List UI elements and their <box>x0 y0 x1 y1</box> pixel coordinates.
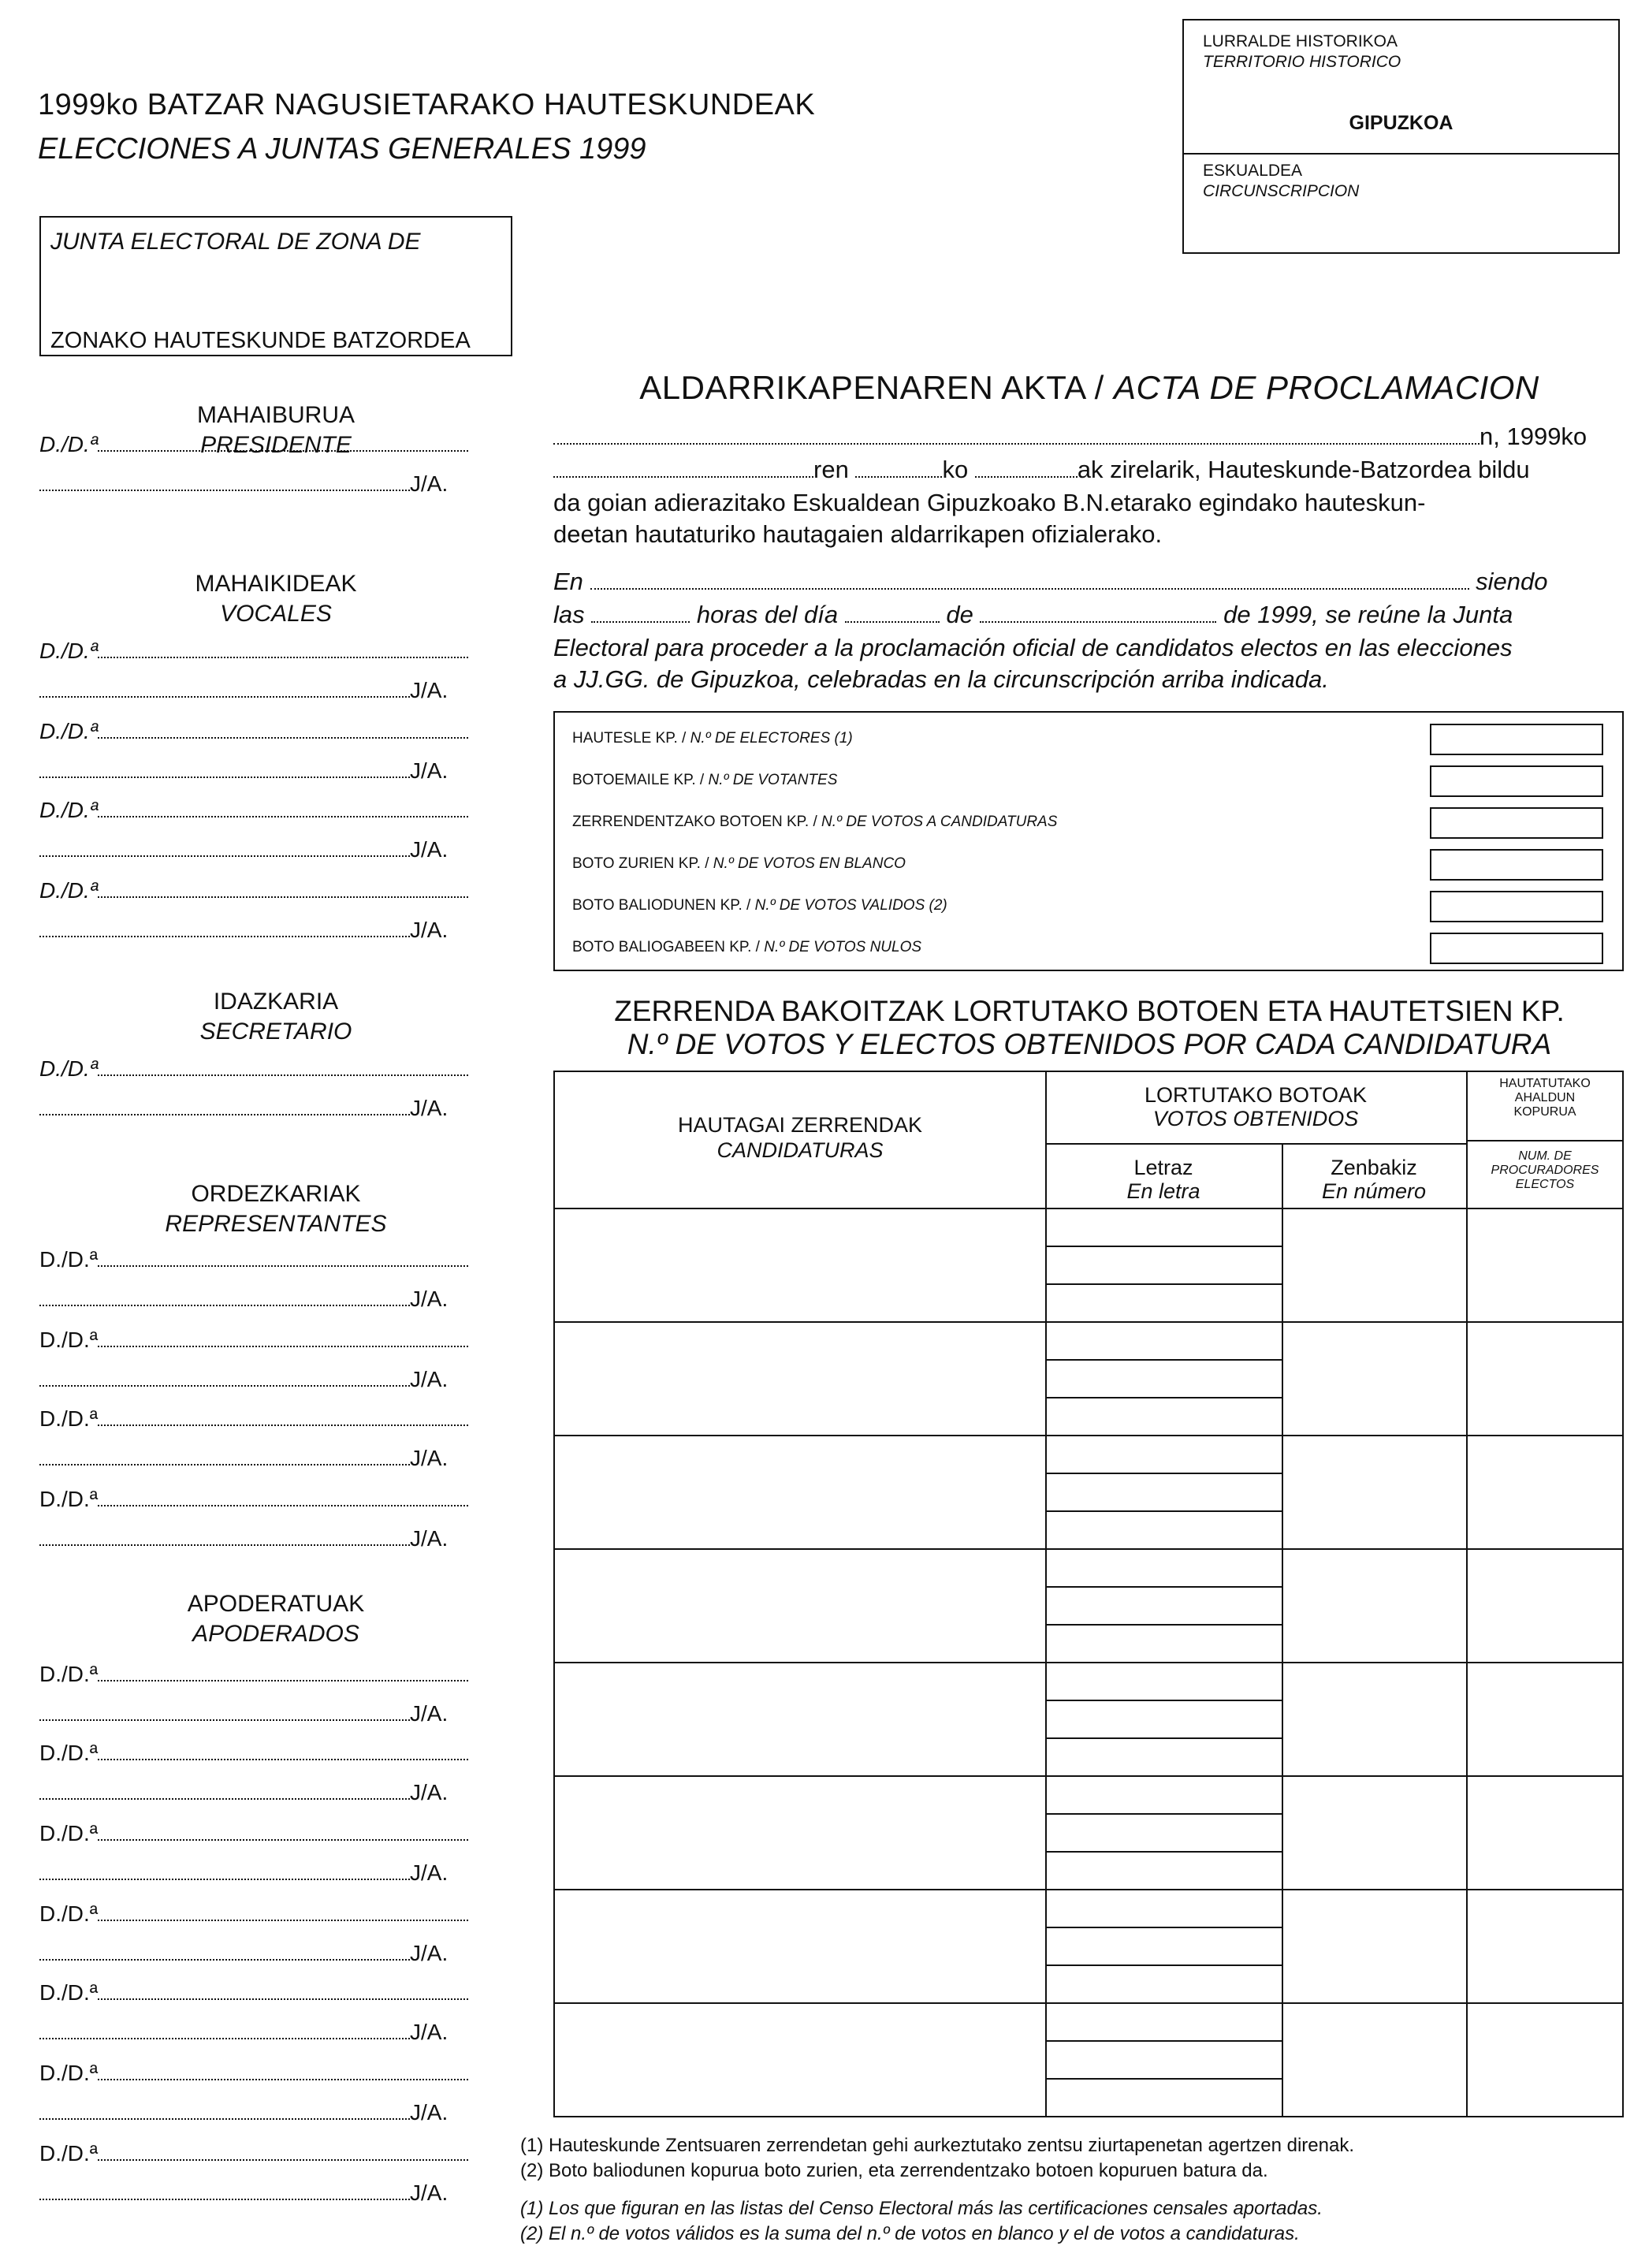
stat-label-es: N.º DE ELECTORES (1) <box>690 730 853 747</box>
fill-hour-es[interactable] <box>591 604 690 623</box>
votes-letter-cell[interactable] <box>1047 1550 1282 1660</box>
fill-hour-eu[interactable] <box>975 459 1078 478</box>
signer-name-field[interactable] <box>98 1743 468 1760</box>
signer-id-field[interactable] <box>39 761 410 778</box>
es-text-1b: siendo <box>1476 568 1548 595</box>
stat-value-field[interactable] <box>1430 849 1603 881</box>
signer-id-field[interactable] <box>39 1369 410 1387</box>
signer-prefix: D./D.ª <box>39 2061 99 2085</box>
col-candidatures-es: CANDIDATURAS <box>717 1138 884 1162</box>
signer-id-field[interactable] <box>39 840 410 857</box>
stat-label <box>572 855 906 873</box>
col-letter-eu: Letraz <box>1133 1156 1193 1179</box>
signer-prefix: D./D.ª <box>39 878 99 903</box>
signer-prefix: D./D.ª <box>39 1247 99 1272</box>
signer-id-field[interactable] <box>39 680 410 698</box>
signer-id-line <box>39 471 465 497</box>
signer-suffix: J/A. <box>410 1287 449 1311</box>
signer-section-title-es: PRESIDENTE <box>200 432 352 458</box>
signer-name-line <box>39 1980 465 2005</box>
signer-id-line <box>39 678 465 703</box>
signer-id-line <box>39 1860 465 1886</box>
stat-value-field[interactable] <box>1430 724 1603 755</box>
stat-label-eu: HAUTESLE KP. / <box>572 730 690 747</box>
signer-id-field[interactable] <box>39 2183 410 2200</box>
votes-number-cell[interactable] <box>1283 1550 1466 1660</box>
stat-label-es: N.º DE VOTOS NULOS <box>764 939 922 955</box>
signer-suffix: J/A. <box>410 1096 449 1120</box>
signer-name-line <box>39 798 465 823</box>
signer-name-field[interactable] <box>98 1664 468 1681</box>
signer-prefix: D./D.ª <box>39 1741 99 1765</box>
signer-name-line <box>39 1247 465 1272</box>
signer-id-field[interactable] <box>39 920 410 937</box>
signer-id-field[interactable] <box>39 1782 410 1800</box>
signer-name-line <box>39 2141 465 2166</box>
junta-line-es: JUNTA ELECTORAL DE ZONA DE <box>50 229 421 255</box>
signer-name-field[interactable] <box>98 1330 468 1347</box>
stats-box <box>553 711 1624 971</box>
territory-box <box>1182 19 1620 254</box>
signer-id-line <box>39 1096 465 1121</box>
fill-month-eu[interactable] <box>553 459 813 478</box>
header-divider <box>1045 1143 1466 1145</box>
signer-name-line <box>39 1901 465 1927</box>
stat-label-es: N.º DE VOTANTES <box>708 772 838 788</box>
signer-id-line <box>39 918 465 943</box>
footnote-es-2: (2) El n.º de votos válidos es la suma del n.º de votos en blanco y el de votos a candidaturas. <box>520 2223 1300 2244</box>
votes-letter-cell[interactable] <box>1047 1323 1282 1433</box>
signer-id-line <box>39 758 465 784</box>
signer-id-line <box>39 1701 465 1726</box>
col-elected-es-2: PROCURADORES <box>1491 1164 1599 1177</box>
signer-id-field[interactable] <box>39 474 410 491</box>
candidature-cell[interactable] <box>555 1777 1045 1887</box>
results-title-es: N.º DE VOTOS Y ELECTOS OBTENIDOS POR CADA CANDIDATURA <box>627 1028 1552 1060</box>
signer-name-field[interactable] <box>98 1823 468 1841</box>
signer-id-line <box>39 1367 465 1392</box>
signer-suffix: J/A. <box>410 1446 449 1470</box>
signer-suffix: J/A. <box>410 1367 449 1391</box>
fill-day-es[interactable] <box>845 604 940 623</box>
signer-section-title-eu: ORDEZKARIAK <box>191 1181 361 1207</box>
signer-section-title-es: APODERADOS <box>192 1621 359 1647</box>
signer-section-title-eu: MAHAIBURUA <box>196 402 355 428</box>
signer-name-field[interactable] <box>98 434 468 452</box>
elected-count-cell[interactable] <box>1468 1777 1624 1887</box>
stat-label-es: N.º DE VOTOS VALIDOS (2) <box>754 897 947 914</box>
elected-count-cell[interactable] <box>1468 2004 1624 2114</box>
signer-name-line <box>39 1328 465 1353</box>
es-text-2b: horas del día <box>696 601 839 628</box>
signer-name-line <box>39 2061 465 2086</box>
signer-name-line <box>39 1821 465 1846</box>
signer-prefix: D./D.ª <box>39 1901 99 1926</box>
signer-suffix: J/A. <box>410 2020 449 2044</box>
signer-prefix: D./D.ª <box>39 639 99 663</box>
es-line-2 <box>553 599 1625 631</box>
signer-section-title-eu: MAHAIKIDEAK <box>195 571 357 597</box>
signer-name-line <box>39 878 465 903</box>
signer-name-field[interactable] <box>98 721 468 739</box>
signer-name-field[interactable] <box>98 1983 468 2000</box>
votes-letter-cell[interactable] <box>1047 1436 1282 1547</box>
es-text-2a: las <box>553 601 585 628</box>
signer-id-field[interactable] <box>39 1943 410 1961</box>
signer-name-line <box>39 1056 465 1082</box>
candidature-cell[interactable] <box>555 1209 1045 1320</box>
stat-label-es: N.º DE VOTOS A CANDIDATURAS <box>821 814 1058 830</box>
eu-text-1: n, 1999ko <box>1480 423 1587 450</box>
signer-name-line <box>39 1487 465 1512</box>
junta-box <box>39 216 512 356</box>
stat-label <box>572 897 947 914</box>
stat-value-field[interactable] <box>1430 933 1603 964</box>
signer-id-field[interactable] <box>39 1704 410 1721</box>
votes-number-cell[interactable] <box>1283 1777 1466 1887</box>
col-elected-es-1: NUM. DE <box>1518 1149 1572 1163</box>
col-number-eu: Zenbakiz <box>1331 1156 1417 1179</box>
votes-number-cell[interactable] <box>1283 2004 1466 2114</box>
signer-prefix: D./D.ª <box>39 1406 99 1431</box>
signer-name-field[interactable] <box>98 1904 468 1921</box>
stat-label <box>572 814 1057 831</box>
elected-count-cell[interactable] <box>1468 1209 1624 1320</box>
signer-name-line <box>39 1662 465 1687</box>
signer-suffix: J/A. <box>410 1780 449 1804</box>
signer-prefix: D./D.ª <box>39 1980 99 2005</box>
signer-id-line <box>39 1446 465 1471</box>
stat-value-field[interactable] <box>1430 765 1603 797</box>
signer-name-field[interactable] <box>98 1059 468 1076</box>
elected-count-cell[interactable] <box>1468 1890 1624 2001</box>
footnote-es-1: (1) Los que figuran en las listas del Censo Electoral más las certificaciones censales aportadas. <box>520 2198 1323 2219</box>
col-elected-es-3: ELECTOS <box>1515 1178 1575 1191</box>
votes-number-cell[interactable] <box>1283 1436 1466 1547</box>
signer-id-line <box>39 2100 465 2125</box>
signer-prefix: D./D.ª <box>39 1328 99 1352</box>
signer-name-line <box>39 719 465 744</box>
signer-id-field[interactable] <box>39 1289 410 1306</box>
signer-id-line <box>39 2180 465 2206</box>
signer-suffix: J/A. <box>410 471 449 496</box>
col-elected-eu-2: AHALDUN <box>1514 1091 1576 1104</box>
col-votes-eu: LORTUTAKO BOTOAK <box>1144 1083 1368 1107</box>
es-line-3: Electoral para proceder a la proclamación oficial de candidatos electos en las elecciones <box>553 634 1513 661</box>
signer-suffix: J/A. <box>410 758 449 783</box>
signer-id-line <box>39 2020 465 2045</box>
signer-name-line <box>39 1741 465 1766</box>
stat-value-field[interactable] <box>1430 807 1603 839</box>
elected-count-cell[interactable] <box>1468 1436 1624 1547</box>
fill-place-es[interactable] <box>590 571 1469 590</box>
eu-line-3: da goian adierazitako Eskualdean Gipuzkoako B.N.etarako egindako hauteskun- <box>553 489 1426 516</box>
col-elected-eu-1: HAUTATUTAKO <box>1499 1077 1591 1090</box>
signer-section-title-es: SECRETARIO <box>199 1019 352 1045</box>
proclamation-title <box>553 369 1625 407</box>
signer-id-line <box>39 1526 465 1551</box>
territory-value: GIPUZKOA <box>1349 112 1453 134</box>
signer-id-field[interactable] <box>39 1098 410 1115</box>
territory-label-eu: LURRALDE HISTORIKOA <box>1203 32 1398 50</box>
signer-id-line <box>39 1941 465 1966</box>
signer-suffix: J/A. <box>410 837 449 862</box>
signer-name-field[interactable] <box>98 800 468 817</box>
stat-label-eu: BOTO BALIODUNEN KP. / <box>572 897 755 914</box>
signer-suffix: J/A. <box>410 678 449 702</box>
signer-section-title-eu: APODERATUAK <box>187 1591 365 1617</box>
col-letter-es: En letra <box>1126 1179 1200 1203</box>
signer-name-field[interactable] <box>98 641 468 658</box>
candidature-cell[interactable] <box>555 1436 1045 1547</box>
signer-suffix: J/A. <box>410 1701 449 1726</box>
territory-label-es: TERRITORIO HISTORICO <box>1203 53 1401 71</box>
proclamation-title-eu: ALDARRIKAPENAREN AKTA / <box>639 369 1114 406</box>
eu-line-4: deetan hautaturiko hautagaien aldarrikapen ofizialerako. <box>553 520 1163 548</box>
elected-count-cell[interactable] <box>1468 1550 1624 1660</box>
signer-name-field[interactable] <box>98 2063 468 2080</box>
signer-suffix: J/A. <box>410 2100 449 2125</box>
eu-text-2b: ko <box>942 456 969 483</box>
es-line-1 <box>553 566 1625 598</box>
footnote-eu-2: (2) Boto baliodunen kopurua boto zurien, eta zerrendentzako botoen kopuruen batura da. <box>520 2160 1268 2181</box>
es-line-4: a JJ.GG. de Gipuzkoa, celebradas en la circunscripción arriba indicada. <box>553 665 1329 693</box>
col-elected-eu <box>1466 1077 1624 1119</box>
title-spanish: ELECCIONES A JUNTAS GENERALES 1999 <box>38 132 646 166</box>
signer-name-field[interactable] <box>98 1489 468 1506</box>
stat-label-eu: BOTOEMAILE KP. / <box>572 772 709 788</box>
col-votes-es: VOTOS OBTENIDOS <box>1152 1107 1359 1130</box>
stat-label-es: N.º DE VOTOS EN BLANCO <box>713 855 906 872</box>
stat-label-eu: BOTO BALIOGABEEN KP. / <box>572 939 765 955</box>
signer-name-field[interactable] <box>98 1249 468 1267</box>
signer-id-line <box>39 837 465 862</box>
results-title-eu: ZERRENDA BAKOITZAK LORTUTAKO BOTOEN ETA HAUTETSIEN KP. <box>614 995 1565 1027</box>
signer-name-field[interactable] <box>98 881 468 898</box>
elected-count-cell[interactable] <box>1468 1323 1624 1433</box>
votes-letter-cell[interactable] <box>1047 1663 1282 1774</box>
signer-suffix: J/A. <box>410 2180 449 2205</box>
stat-label-eu: ZERRENDENTZAKO BOTOEN KP. / <box>572 814 822 830</box>
footnote-eu-1: (1) Hauteskunde Zentsuaren zerrendetan gehi aurkeztutako zentsu ziurtapenetan agertzen direnak. <box>520 2135 1354 2156</box>
territory-divider <box>1184 153 1618 155</box>
col-elected-eu-3: KOPURUA <box>1513 1105 1576 1119</box>
signer-section-title-es: REPRESENTANTES <box>165 1211 387 1237</box>
votes-letter-cell[interactable] <box>1047 1209 1282 1320</box>
votes-number-cell[interactable] <box>1283 1323 1466 1433</box>
signer-name-field[interactable] <box>98 2143 468 2161</box>
signer-suffix: J/A. <box>410 1526 449 1551</box>
signer-suffix: J/A. <box>410 1941 449 1965</box>
fill-month-es[interactable] <box>980 604 1216 623</box>
votes-letter-cell[interactable] <box>1047 1777 1282 1887</box>
signer-id-field[interactable] <box>39 2102 410 2120</box>
results-table <box>553 1071 1624 2117</box>
header-divider <box>1466 1140 1624 1141</box>
stat-label <box>572 730 853 747</box>
signer-section-title-eu: IDAZKARIA <box>213 989 339 1015</box>
votes-letter-cell[interactable] <box>1047 1890 1282 2001</box>
junta-line-eu: ZONAKO HAUTESKUNDE BATZORDEA <box>50 328 471 353</box>
signer-suffix: J/A. <box>410 1860 449 1885</box>
signer-prefix: D./D.ª <box>39 1487 99 1511</box>
signer-prefix: D./D.ª <box>39 719 99 743</box>
signer-id-field[interactable] <box>39 1529 410 1546</box>
fill-day-eu[interactable] <box>855 459 942 478</box>
eu-text-2a: ren <box>813 456 849 483</box>
signer-prefix: D./D.ª <box>39 1056 99 1081</box>
eu-text-2c: ak zirelarik, Hauteskunde-Batzordea bildu <box>1077 456 1530 483</box>
signer-prefix: D./D.ª <box>39 1821 99 1845</box>
signer-name-line <box>39 432 465 457</box>
col-number-es: En número <box>1321 1179 1427 1203</box>
es-text-2c: de <box>946 601 973 628</box>
candidature-cell[interactable] <box>555 1663 1045 1774</box>
signer-name-field[interactable] <box>98 1409 468 1426</box>
title-basque: 1999ko BATZAR NAGUSIETARAKO HAUTESKUNDEAK <box>38 88 816 121</box>
votes-number-cell[interactable] <box>1283 1663 1466 1774</box>
signer-prefix: D./D.ª <box>39 798 99 822</box>
signer-id-field[interactable] <box>39 1863 410 1880</box>
stat-label-eu: BOTO ZURIEN KP. / <box>572 855 713 872</box>
col-candidatures-eu: HAUTAGAI ZERRENDAK <box>677 1113 923 1137</box>
fill-place-eu[interactable] <box>553 426 1480 445</box>
stat-value-field[interactable] <box>1430 891 1603 922</box>
signer-name-line <box>39 639 465 664</box>
elected-count-cell[interactable] <box>1468 1663 1624 1774</box>
eu-line-2 <box>553 454 1625 486</box>
signer-prefix: D./D.ª <box>39 1662 99 1686</box>
signer-prefix: D./D.ª <box>39 432 99 456</box>
proclamation-title-es: ACTA DE PROCLAMACION <box>1114 369 1539 406</box>
candidature-cell[interactable] <box>555 1890 1045 2001</box>
circ-label-eu: ESKUALDEA <box>1203 162 1303 180</box>
signer-id-field[interactable] <box>39 2022 410 2039</box>
signer-id-field[interactable] <box>39 1448 410 1465</box>
candidature-cell[interactable] <box>555 2004 1045 2114</box>
signer-id-line <box>39 1287 465 1312</box>
signer-prefix: D./D.ª <box>39 2141 99 2166</box>
eu-line-1 <box>553 421 1625 452</box>
es-text-1a: En <box>553 568 583 595</box>
signer-name-line <box>39 1406 465 1432</box>
votes-number-cell[interactable] <box>1283 1890 1466 2001</box>
candidature-cell[interactable] <box>555 1323 1045 1433</box>
votes-letter-cell[interactable] <box>1047 2004 1282 2114</box>
stat-label <box>572 939 921 956</box>
signer-section-title-es: VOCALES <box>220 601 332 627</box>
candidature-cell[interactable] <box>555 1550 1045 1660</box>
votes-number-cell[interactable] <box>1283 1209 1466 1320</box>
col-elected-es <box>1466 1149 1624 1192</box>
circ-label-es: CIRCUNSCRIPCION <box>1203 182 1360 200</box>
es-text-2d: de 1999, se reúne la Junta <box>1223 601 1513 628</box>
stat-label <box>572 772 837 789</box>
signer-suffix: J/A. <box>410 918 449 942</box>
signer-id-line <box>39 1780 465 1805</box>
